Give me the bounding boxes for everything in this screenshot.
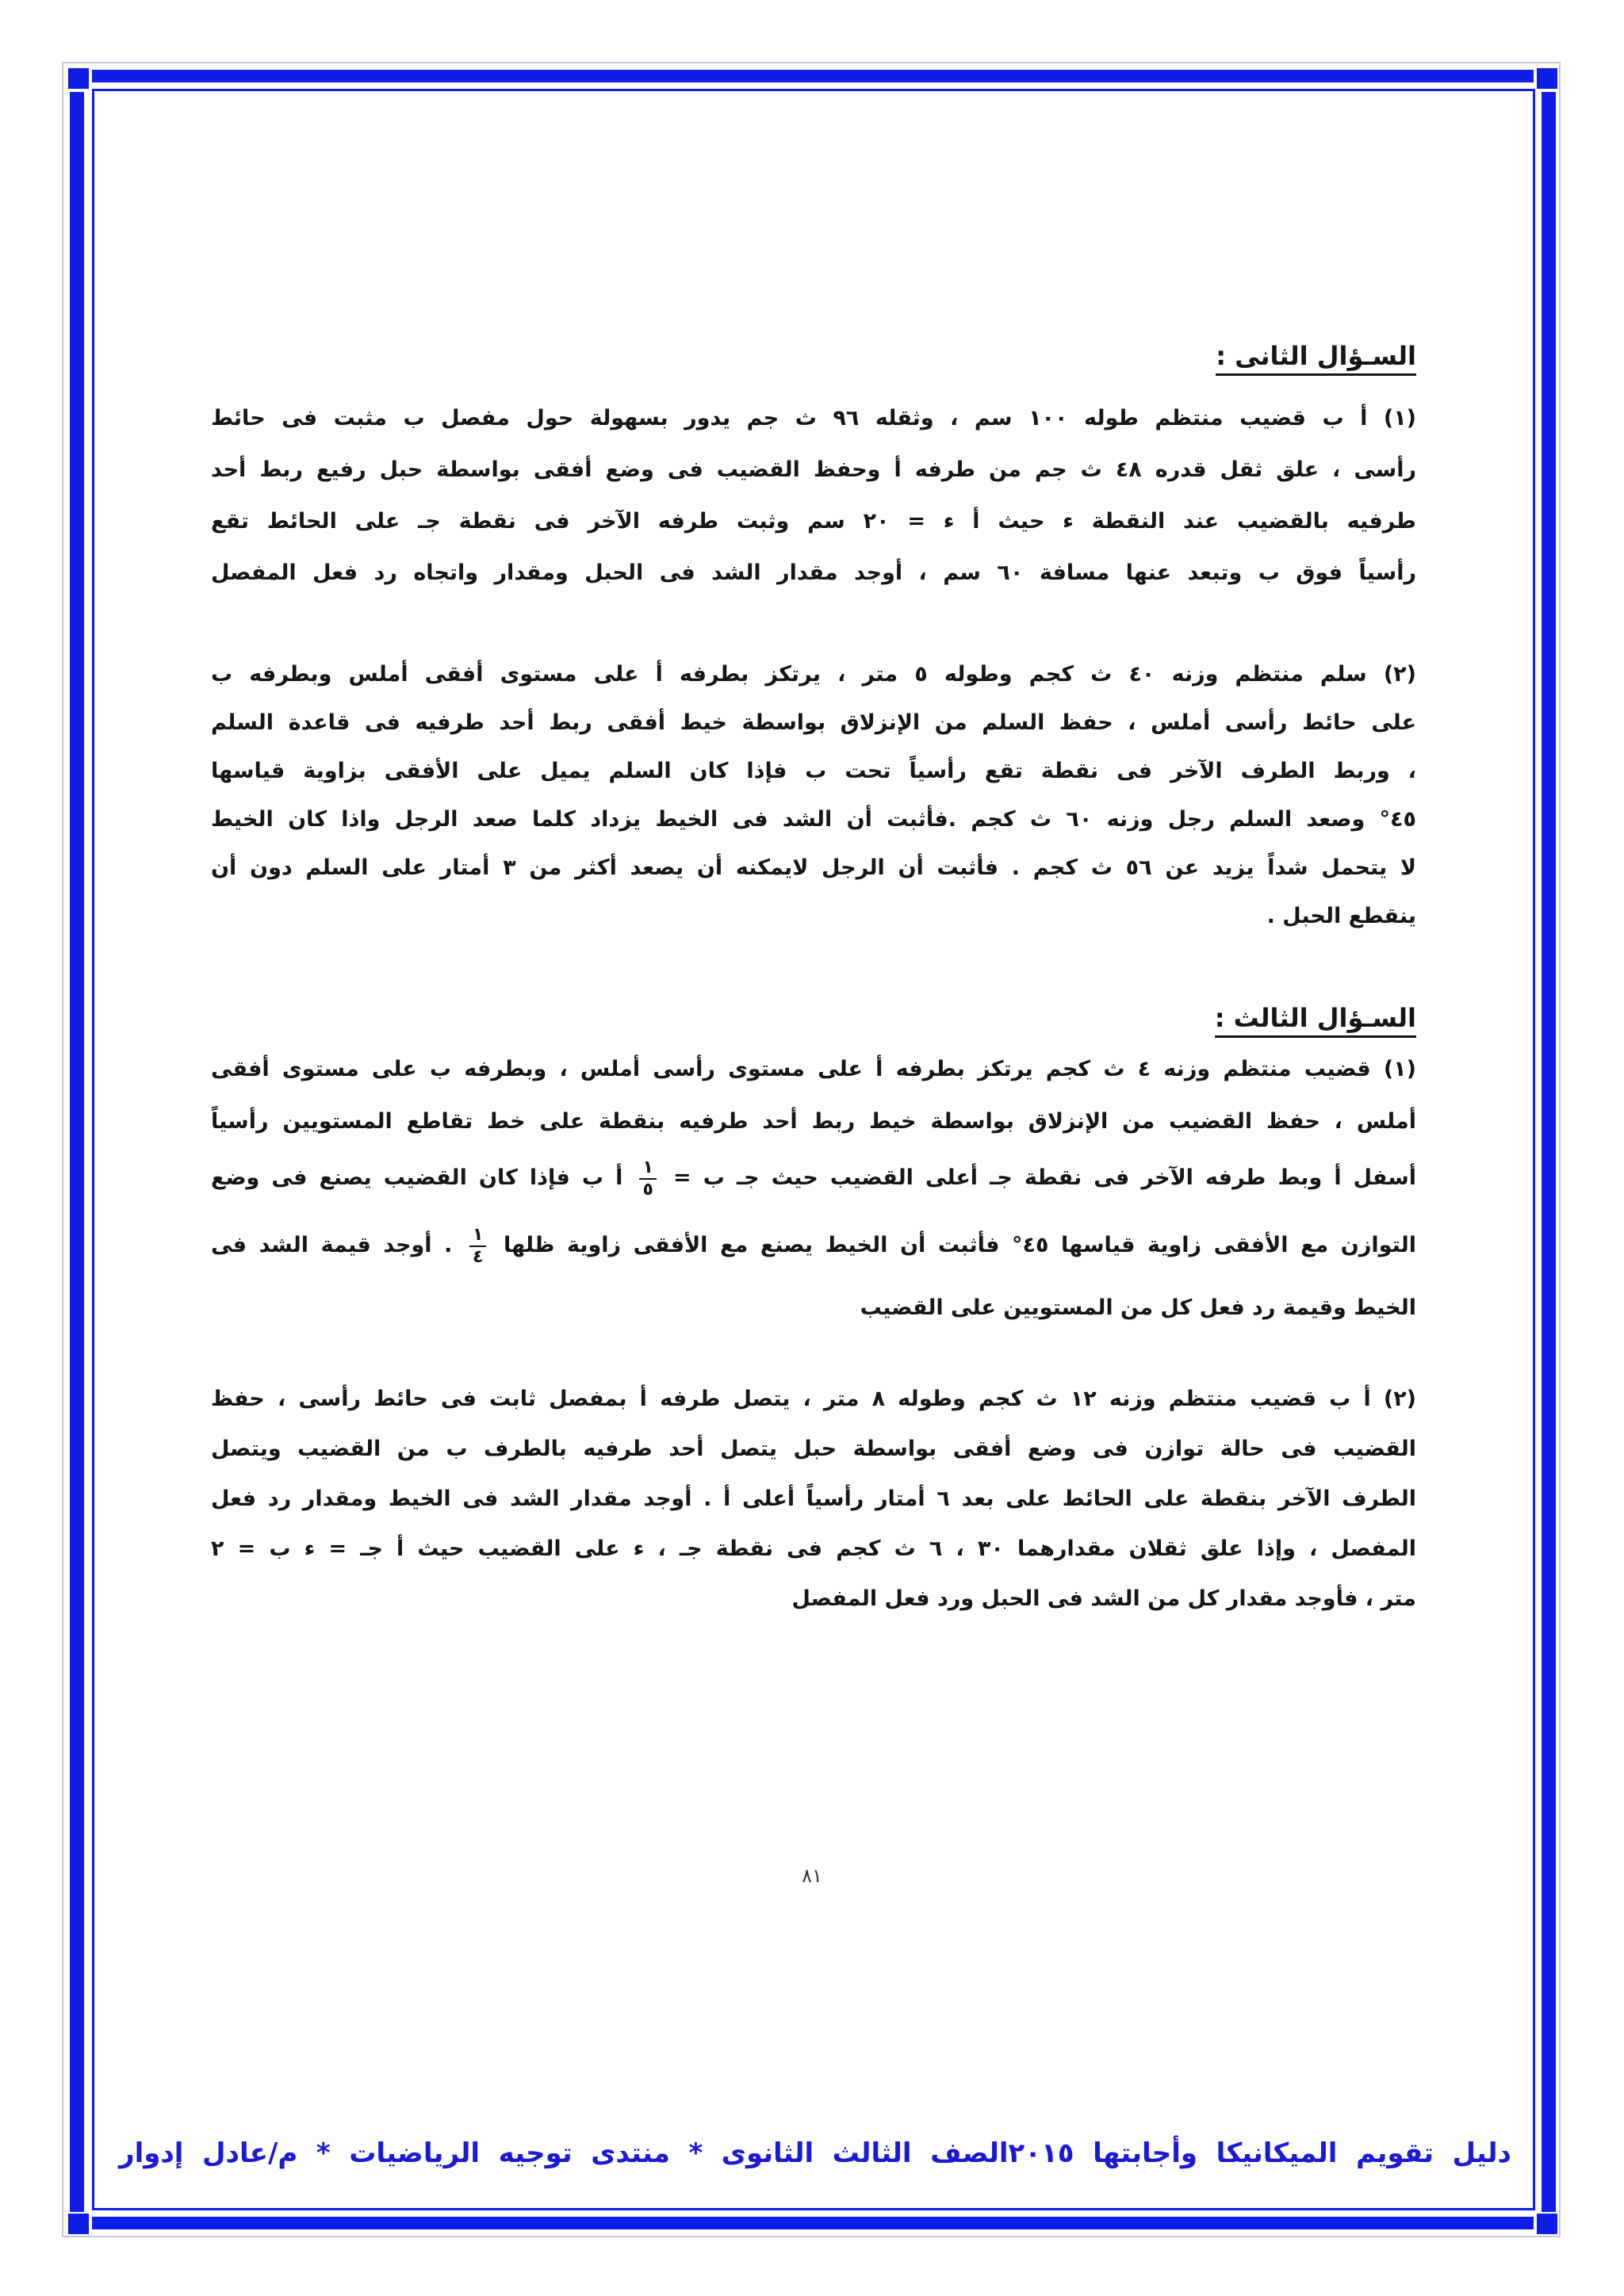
question-line: الطرف الآخر بنقطة على الحائط على بعد ٦ أمتار رأسياً أعلى أ . أوجد مقدار الشد فى الخيط ومقدار رد فعل	[211, 1487, 1416, 1511]
question-line: (٢) سلم منتظم وزنه ٤٠ ث كجم وطوله ٥ متر ، يرتكز بطرفه أ على مستوى أفقى أملس وبطرفه ب	[211, 662, 1416, 687]
border-right-band	[1542, 92, 1556, 2212]
question-line: ، وربط الطرف الآخر فى نقطة تقع رأسياً تحت ب فإذا كان السلم يميل على الأفقى بزاوية قياسها	[211, 759, 1416, 783]
question-line: طرفيه بالقضيب عند النقطة ء حيث أ ء = ٢٠ سم وثبت طرفه الآخر فى نقطة جـ على الحائط تقع	[211, 509, 1416, 534]
question-line	[211, 1148, 1416, 1208]
question-2-part-1	[211, 392, 1416, 599]
question-line: القضيب فى حالة توازن فى وضع أفقى بواسطة حبل يتصل أحد طرفيه بالطرف ب من القضيب ويتصل	[211, 1437, 1416, 1461]
question-line: (١) قضيب منتظم وزنه ٤ ث كجم يرتكز بطرفه أ على مستوى رأسى أملس ، وبطرفه ب على مستوى أفقى	[211, 1057, 1416, 1081]
line-segment: أسفل أ وبط طرفه الآخر فى نقطة جـ أعلى القضيب حيث جـ ب =	[673, 1165, 1416, 1190]
border-corner-bottom-left	[68, 2214, 89, 2234]
fraction-numerator: ١	[469, 1225, 486, 1247]
line-segment: . أوجد قيمة الشد فى	[211, 1233, 453, 1257]
question-line: لا يتحمل شداً يزيد عن ٥٦ ث كجم . فأثبت أن الرجل لايمكنه أن يصعد أكثر من ٣ أمتار على السلم دون أن	[211, 855, 1416, 880]
question-line	[211, 1208, 1416, 1283]
fraction-denominator: ٤	[472, 1246, 484, 1267]
border-corner-top-right	[1537, 68, 1557, 89]
question-line: على حائط رأسى أملس ، حفظ السلم من الإنزلاق بواسطة خيط أفقى ربط أحد طرفيه فى قاعدة السلم	[211, 710, 1416, 735]
border-top-band	[92, 70, 1534, 82]
fraction-denominator: ٥	[642, 1179, 653, 1200]
question-line: ينقطع الحبل .	[1266, 904, 1416, 928]
question-line: رأسياً فوق ب وتبعد عنها مسافة ٦٠ سم ، أوجد مقدار الشد فى الحبل ومقدار واتجاه رد فعل المفصل	[211, 561, 1416, 585]
question-line: (١) أ ب قضيب منتظم طوله ١٠٠ سم ، وثقله ٩٦ ث جم يدور بسهولة حول مفصل ب مثبت فى حائط	[211, 406, 1417, 430]
question-line: الخيط وقيمة رد فعل كل من المستويين على القضيب	[860, 1295, 1416, 1320]
fraction	[469, 1225, 486, 1268]
question-line: رأسى ، علق ثقل قدره ٤٨ ث جم من طرفه أ وحفظ القضيب فى وضع أفقى بواسطة حبل رفيع ربط أحد	[211, 457, 1416, 482]
fraction	[639, 1158, 656, 1200]
section-heading-question-3	[211, 999, 1416, 1038]
question-line: متر ، فأوجد مقدار كل من الشد فى الحبل ورد فعل المفصل	[791, 1586, 1416, 1611]
question-line: (٢) أ ب قضيب منتظم وزنه ١٢ ث كجم وطوله ٨ متر ، يتصل طرفه أ بمفصل ثابت فى حائط رأسى ، حفظ	[211, 1387, 1417, 1411]
heading-text: السـؤال الثانى :	[1216, 339, 1416, 376]
border-left-band	[70, 92, 84, 2212]
line-segment: التوازن مع الأفقى زاوية قياسها ٤٥° فأثبت أن الخيط يصنع مع الأفقى زاوية ظلها	[503, 1233, 1416, 1257]
border-corner-top-left	[68, 68, 89, 89]
border-bottom-band	[92, 2217, 1534, 2229]
question-3-part-2	[211, 1374, 1416, 1624]
line-segment: أ ب فإذا كان القضيب يصنع فى وضع	[211, 1165, 623, 1190]
question-line: ٤٥° وصعد السلم رجل وزنه ٦٠ ث كجم .فأثبت أن الشد فى الخيط يزداد كلما صعد الرجل واذا كان الخيط	[211, 807, 1416, 832]
question-3-part-1	[211, 1043, 1416, 1334]
footer-caption: دليل تقويم الميكانيكا وأجابتها ٢٠١٥الصف الثالث الثانوى * منتدى توجيه الرياضيات * م/عادل إدوار	[119, 2137, 1511, 2169]
fraction-numerator: ١	[639, 1158, 656, 1180]
section-heading-question-2	[211, 337, 1416, 376]
question-2-part-2	[211, 650, 1416, 940]
border-corner-bottom-right	[1537, 2214, 1557, 2234]
heading-text: السـؤال الثالث :	[1215, 1001, 1416, 1038]
question-line: أملس ، حفظ القضيب من الإنزلاق بواسطة خيط ربط أحد طرفيه بنقطة على خط تقاطع المستويين رأسياً	[211, 1109, 1416, 1134]
question-line: المفصل ، وإذا علق ثقلان مقدارهما ٣٠ ، ٦ ث كجم فى نقطة جـ ، ء على القضيب حيث أ جـ = ء ب = ٢	[211, 1536, 1417, 1561]
page-number: ٨١	[802, 1865, 822, 1887]
